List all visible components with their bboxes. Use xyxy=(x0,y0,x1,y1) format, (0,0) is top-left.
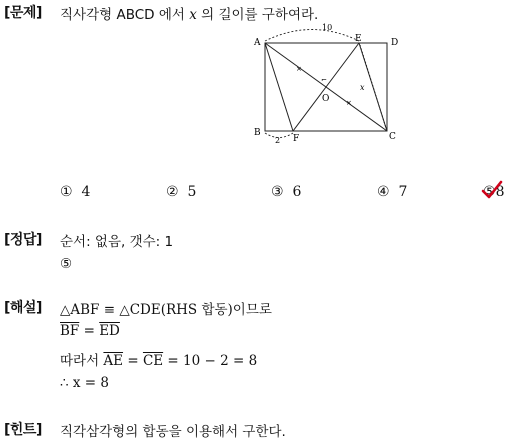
point-label-a: A xyxy=(254,38,261,48)
segment-ed: $\overline{ED}$ xyxy=(99,323,120,339)
problem-variable: x xyxy=(189,7,197,23)
problem-text-pre: 직사각형 ABCD 에서 xyxy=(60,7,190,23)
answer-label: [정답] xyxy=(4,232,42,248)
choice-3[interactable] xyxy=(271,184,301,200)
check-mark-icon xyxy=(481,180,503,200)
choice-4-mark: ④ xyxy=(377,184,390,200)
explanation-line-2 xyxy=(60,323,120,339)
point-label-f: F xyxy=(293,134,300,144)
choice-3-mark: ③ xyxy=(271,184,284,200)
hint-text: 직각삼각형의 합동을 이용해서 구한다. xyxy=(60,424,286,440)
choice-5-value: 8 xyxy=(495,184,505,200)
arc-top-length xyxy=(265,30,359,42)
equals-sign: = xyxy=(79,323,100,339)
choice-4-value: 7 xyxy=(398,184,408,200)
explanation-line-3 xyxy=(60,349,257,369)
angle-mark-o: ⌐ xyxy=(321,76,327,84)
choice-5-mark-wrap xyxy=(483,184,496,200)
segment-af xyxy=(265,43,293,131)
explanation-line-1: △ABF ≡ △CDE(RHS 합동)이므로 xyxy=(60,302,272,318)
choice-1[interactable] xyxy=(60,184,90,200)
choice-5-mark: ⑤ xyxy=(483,184,496,200)
answer-line-1: 순서: 없음, 갯수: 1 xyxy=(60,234,174,250)
top-length-label: 10 xyxy=(322,23,333,32)
x-length-label: x xyxy=(360,83,365,92)
problem-text-post: 의 길이를 구하여라. xyxy=(196,7,319,23)
point-label-c: C xyxy=(389,132,396,142)
choice-2[interactable] xyxy=(166,184,196,200)
segment-bf: $\overline{BF}$ xyxy=(60,323,80,339)
choice-2-mark: ② xyxy=(166,184,179,200)
answer-line-2: ⑤ xyxy=(60,256,73,272)
tick-mark-oc: × xyxy=(346,99,352,107)
point-label-o: O xyxy=(322,94,330,104)
choice-1-mark: ① xyxy=(60,184,73,200)
segment-ae: $\overline{AE}$ xyxy=(103,353,124,369)
bottom-length-label: 2 xyxy=(275,136,281,145)
choice-5[interactable] xyxy=(483,184,504,200)
choice-1-value: 4 xyxy=(81,184,91,200)
choice-4[interactable] xyxy=(377,184,407,200)
segment-fe xyxy=(293,43,359,131)
explanation-label: [해설] xyxy=(4,300,42,316)
problem-label: [문제] xyxy=(4,5,42,21)
segment-ce: $\overline{CE}$ xyxy=(142,353,164,369)
hint-label: [힌트] xyxy=(4,422,42,438)
point-label-d: D xyxy=(391,38,399,48)
explanation-prefix: 따라서 xyxy=(60,353,104,369)
explanation-result: = 10 − 2 = 8 xyxy=(163,353,258,369)
explanation-line-4: ∴ x = 8 xyxy=(60,375,109,391)
equals-sign-2: = xyxy=(123,353,143,369)
choice-3-value: 6 xyxy=(292,184,302,200)
choice-2-value: 5 xyxy=(187,184,197,200)
rectangle-figure xyxy=(248,18,408,148)
point-label-b: B xyxy=(254,128,261,138)
point-label-e: E xyxy=(355,34,362,44)
tick-mark-ao: × xyxy=(296,65,302,73)
